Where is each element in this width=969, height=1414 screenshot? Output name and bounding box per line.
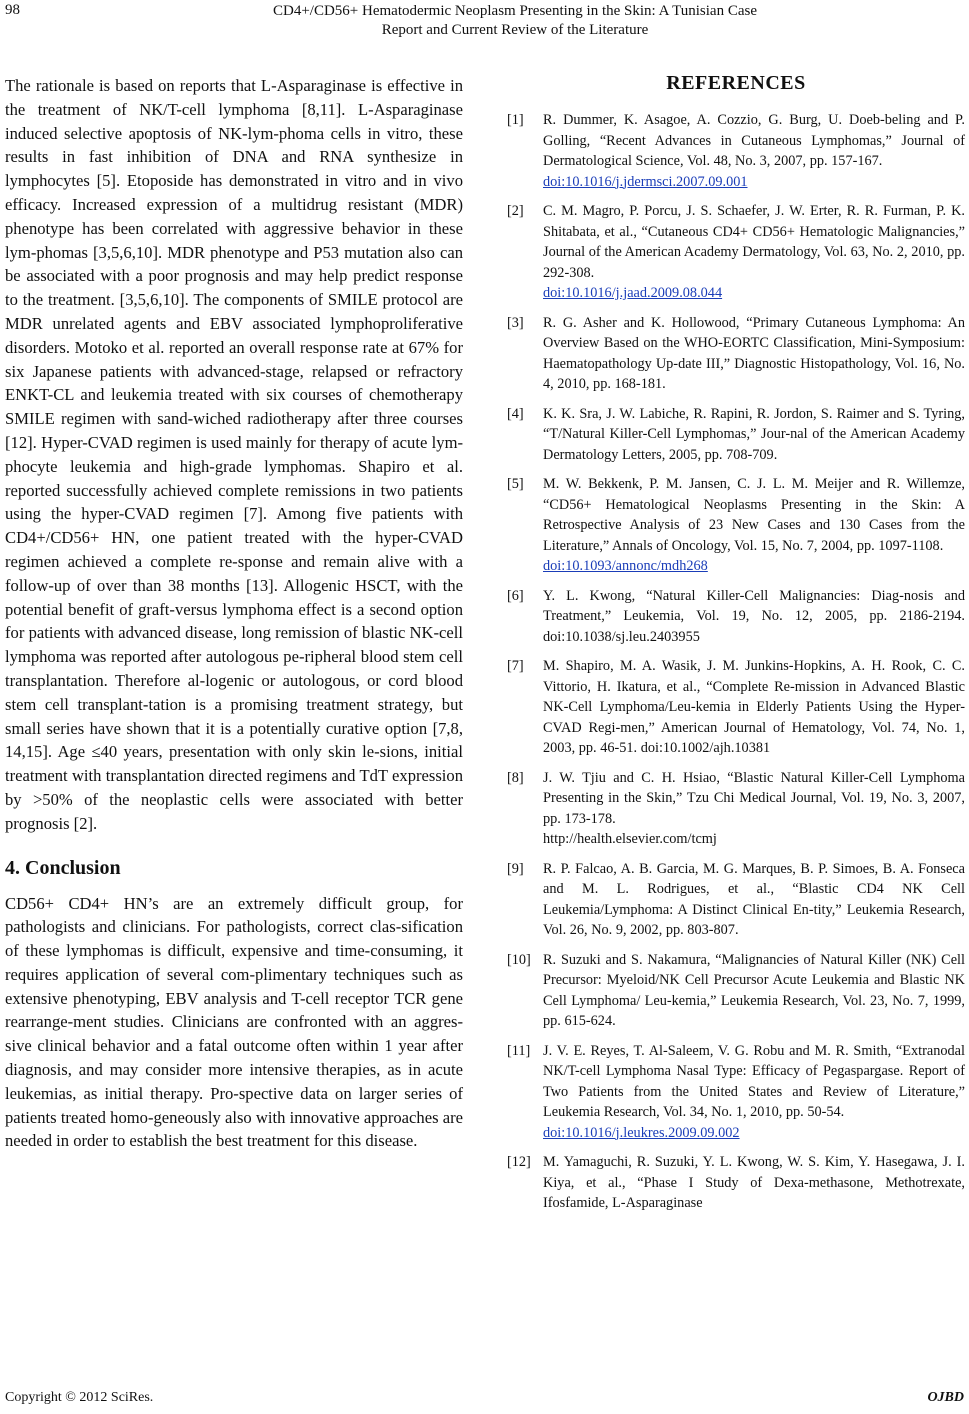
reference-body (543, 950, 965, 1032)
reference-item (507, 110, 965, 192)
reference-text: R. Suzuki and S. Nakamura, “Malignancies of Natural Killer (NK) Cell Precursor: Myeloid/NK Cell Precursor Acute Leukemia and Blastic NK Cell Lymphoma/ Leu-kemia,” Leukemia Research, Vol. 23, No. 7, 1999, pp. 615-624. (543, 951, 965, 1029)
conclusion-heading: 4. Conclusion (5, 856, 121, 879)
reference-item (507, 586, 965, 648)
reference-url-link[interactable]: http://health.elsevier.com/tcmj (543, 831, 717, 847)
reference-number: [6] (507, 587, 524, 604)
reference-item (507, 201, 965, 304)
reference-number: [3] (507, 314, 524, 331)
reference-item (507, 859, 965, 941)
reference-body (543, 586, 965, 648)
body-paragraph: The rationale is based on reports that L-Asparaginase is effective in the treatment of NK/T-cell lymphoma [8,11]. L-Asparaginase induced selective apoptosis of NK-lym-phoma cells in vitro, these results in fast inhibition of DNA and RNA synthesize in lymphocytes [5]. Etoposide has demonstrated in vitro and in vivo efficacy. Increased expression of a multidrug resistant (MDR) phenotype has been correlated with aggressive behavior in these lym-phomas [3,5,6,10]. MDR phenotype and P53 mutation also can be associated with a poor prognosis and may help predict response to the treatment. [3,5,6,10]. The components of SMILE protocol are MDR unrelated agents and EBV associated lymphoproliferative disorders. Motoko et al. reported an overall response rate at 67% for six Japanese patients with advanced-stage, relapsed or refractory ENKT-CL and leukemia treated with six courses of chemotherapy SMILE regimen with sand-wiched radiotherapy after three courses [12]. Hyper-CVAD regimen is used mainly for therapy of acute lym-phocyte leukemia and high-grade lymphomas. Shapiro et al. reported successfully achieved complete remissions in two patients using the hyper-CVAD regimen [7]. Among five patients with CD4+/CD56+ HN, one patient treated with the hyper-CVAD regimen achieved a complete re-sponse and remain alive with a follow-up of over than 38 months [13]. Allogenic HSCT, with the potential benefit of graft-versus lymphoma effect is a second option for patients with advanced disease, long remission of blastic NK-cell lymphoma was reported after autologous pe-ripheral blood stem cell transplantation. Therefore al-logenic or autologous, or cord blood stem cell transplant-tation is a promising treatment strategy, but small series have shown that it is a potentially curative option [7,8, 14,15]. Age ≤40 years, presentation with only skin le-sions, initial treatment with transplantation directed regimens and TdT expression by >50% of the neoplastic cells were associated with better prognosis [2]. (5, 76, 463, 833)
left-column (5, 74, 463, 1153)
reference-text: M. Shapiro, M. A. Wasik, J. M. Junkins-Hopkins, A. H. Rook, C. C. Vittorio, H. Ikatura, et al., “Complete Re-mission in Advanced Blastic NK-Cell Lymphoma/Leu-kemia in Elderly Patients Using the Hyper-CVAD Regi-men,” American Journal of Hematology, Vol. 74, No. 1, 2003, pp. 46-51. doi:10.1002/ajh.10381 (543, 658, 965, 756)
reference-item (507, 656, 965, 759)
reference-doi-link[interactable]: doi:10.1016/j.jdermsci.2007.09.001 (543, 173, 748, 190)
reference-body (543, 313, 965, 395)
running-title-line2: Report and Current Review of the Literature (381, 22, 649, 38)
reference-body (543, 1152, 965, 1214)
reference-body (543, 859, 965, 941)
reference-doi-link[interactable]: doi:10.1093/annonc/mdh268 (543, 558, 708, 574)
reference-text: J. W. Tjiu and C. H. Hsiao, “Blastic Natural Killer-Cell Lymphoma Presenting in the Skin,” Tzu Chi Medical Journal, Vol. 19, No. 3, 2007, pp. 173-178. (543, 769, 965, 827)
reference-text: R. Dummer, K. Asagoe, A. Cozzio, G. Burg, U. Doeb-beling and P. Golling, “Recent Advances in Cutaneous Lymphomas,” Journal of Dermatological Science, Vol. 48, No. 3, 2007, pp. 157-167. (543, 112, 965, 169)
references-title: REFERENCES (666, 72, 806, 94)
journal-abbreviation: OJBD (927, 1390, 964, 1405)
reference-item (507, 950, 965, 1032)
reference-body (543, 404, 965, 466)
reference-text: Y. L. Kwong, “Natural Killer-Cell Malignancies: Diag-nosis and Treatment,” Leukemia, Vol. 19, No. 12, 2005, pp. 2186-2194. doi:10.1038/sj.leu.2403955 (543, 587, 965, 645)
running-title-line1: CD4+/CD56+ Hematodermic Neoplasm Presenting in the Skin: A Tunisian Case (273, 3, 757, 19)
reference-text: C. M. Magro, P. Porcu, J. S. Schaefer, J. W. Erter, R. R. Furman, P. K. Shitabata, et al., “Cutaneous CD4+ CD56+ Hematologic Malignancies,” Journal of the American Academy Dermatology, Vol. 63, No. 2, 2010, pp. 292-308. (543, 203, 965, 281)
reference-text: R. G. Asher and K. Hollowood, “Primary Cutaneous Lymphoma: An Overview Based on the WHO-EORTC Classification, Mini-Symposium: Haematopathology Up-date III,” Diagnostic Histopathology, Vol. 16, No. 4, 2010, pp. 168-181. (543, 314, 965, 392)
reference-number: [8] (507, 769, 524, 786)
running-title (100, 2, 930, 40)
reference-text: M. W. Bekkenk, P. M. Jansen, C. J. L. M. Meijer and R. Willemze, “CD56+ Hematological Neoplasms Presenting in the Skin: A Retrospective Analysis of 23 New Cases and 130 Cases from the Literature,” Annals of Oncology, Vol. 15, No. 7, 2004, pp. 1097-1108. (543, 476, 965, 554)
reference-number: [12] (507, 1154, 531, 1170)
reference-number: [2] (507, 203, 524, 219)
reference-number: [9] (507, 860, 524, 877)
reference-item (507, 404, 965, 466)
reference-number: [10] (507, 951, 531, 968)
right-column (507, 70, 965, 1223)
copyright-notice: Copyright © 2012 SciRes. (5, 1390, 154, 1405)
reference-doi-link[interactable]: doi:10.1016/j.jaad.2009.08.044 (543, 285, 723, 301)
reference-body (543, 656, 965, 759)
reference-number: [7] (507, 658, 524, 674)
reference-list (507, 110, 965, 1214)
reference-item (507, 768, 965, 850)
reference-item (507, 1152, 965, 1214)
reference-body (543, 110, 965, 192)
reference-number: [1] (507, 112, 524, 128)
reference-body (543, 474, 965, 577)
reference-body (543, 201, 965, 304)
reference-number: [5] (507, 476, 524, 492)
reference-body (543, 1041, 965, 1144)
reference-text: M. Yamaguchi, R. Suzuki, Y. L. Kwong, W. S. Kim, Y. Hasegawa, J. I. Kiya, et al., “Phase I Study of Dexa-methasone, Methotrexate, Ifosfamide, L-Asparaginase (543, 1154, 965, 1211)
reference-text: J. V. E. Reyes, T. Al-Saleem, V. G. Robu and M. R. Smith, “Extranodal NK/T-cell Lymphoma Nasal Type: Efficacy of Pegaspargase. Report of Two Patients from the United States and Review of Literature,” Leukemia Research, Vol. 34, No. 1, 2010, pp. 50-54. (543, 1042, 965, 1120)
reference-number: [4] (507, 405, 524, 422)
page-header (0, 0, 969, 44)
reference-item (507, 313, 965, 395)
page-footer (0, 1390, 969, 1414)
reference-text: R. P. Falcao, A. B. Garcia, M. G. Marques, B. P. Simoes, B. A. Fonseca and M. L. Rodrigues, et al., “Blastic CD4 NK Cell Leukemia/Lymphoma: A Distinct Clinical En-tity,” Leukemia Research, Vol. 26, No. 9, 2002, pp. 803-807. (543, 860, 965, 938)
page-number: 98 (5, 2, 20, 18)
reference-item (507, 1041, 965, 1144)
reference-body (543, 768, 965, 850)
reference-number: [11] (507, 1042, 531, 1059)
reference-item (507, 474, 965, 577)
reference-doi-link[interactable]: doi:10.1016/j.leukres.2009.09.002 (543, 1124, 740, 1141)
conclusion-paragraph: CD56+ CD4+ HN’s are an extremely difficult group, for pathologists and clinicians. For pathologists, correct clas-sification of these lymphomas is difficult, expensive and time-consuming, it requires application of several com-plimentary techniques such as extensive phenotyping, EBV analysis and T-cell receptor TCR gene rearrange-ment studies. Clinicians are confronted with an aggres-sive clinical behavior and a fatal outcome often within 1 year after diagnosis, and may consider more intensive therapies, as in acute leukemias, as initial therapy. Pro-spective data on larger series of patients treated homo-geneously also with innovative approaches are needed in order to establish the best treatment for this disease. (5, 893, 463, 1151)
reference-text: K. K. Sra, J. W. Labiche, R. Rapini, R. Jordon, S. Raimer and S. Tyring, “T/Natural Killer-Cell Lymphomas,” Jour-nal of the American Academy Dermatology Letters, 2005, pp. 708-709. (543, 405, 965, 463)
